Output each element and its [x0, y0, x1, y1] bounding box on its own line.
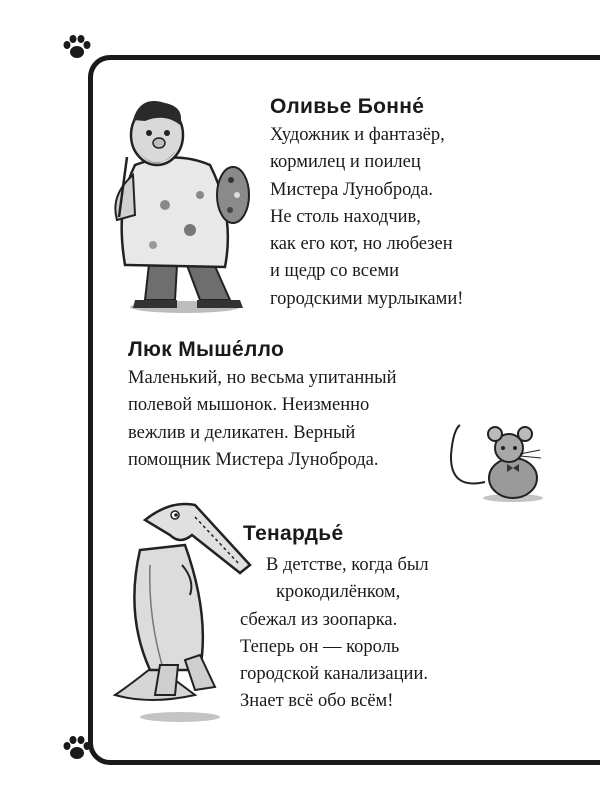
description-line: крокодилёнком,	[276, 582, 401, 603]
character-name: Тенардье́	[243, 522, 344, 545]
description-line: вежлив и деликатен. Верный	[128, 422, 356, 443]
description-line: Теперь он — король	[240, 636, 400, 657]
description-line: Знает всё обо всём!	[240, 691, 394, 712]
description-line: Мистера Луноброда.	[270, 179, 434, 200]
description-line: Маленький, но весьма упитанный	[128, 368, 397, 388]
character-description	[240, 552, 480, 716]
character-description	[128, 365, 397, 474]
description-line: кормилец и поилец	[270, 152, 421, 173]
description-line: помощник Мистера Луноброда.	[128, 449, 379, 470]
description-line: и щедр со всеми	[270, 261, 399, 282]
description-line: как его кот, но любезен	[270, 234, 453, 255]
crocodile-illustration	[100, 495, 260, 725]
character-name: Люк Мыше́лло	[128, 338, 285, 361]
character-name: Оливье Бонне́	[270, 95, 425, 118]
description-line: Не столь находчив,	[270, 206, 421, 227]
paw-icon	[62, 735, 92, 761]
mouse-illustration	[445, 420, 555, 505]
description-line: В детстве, когда был	[266, 555, 429, 575]
description-line: сбежал из зоопарка.	[240, 609, 398, 630]
character-description	[270, 122, 463, 313]
painter-illustration	[105, 95, 255, 320]
description-line: городской канализации.	[240, 664, 428, 685]
description-line: полевой мышонок. Неизменно	[128, 395, 370, 416]
description-line: Художник и фантазёр,	[270, 125, 445, 145]
paw-icon	[62, 34, 92, 60]
description-line: городскими мурлыками!	[270, 288, 464, 309]
